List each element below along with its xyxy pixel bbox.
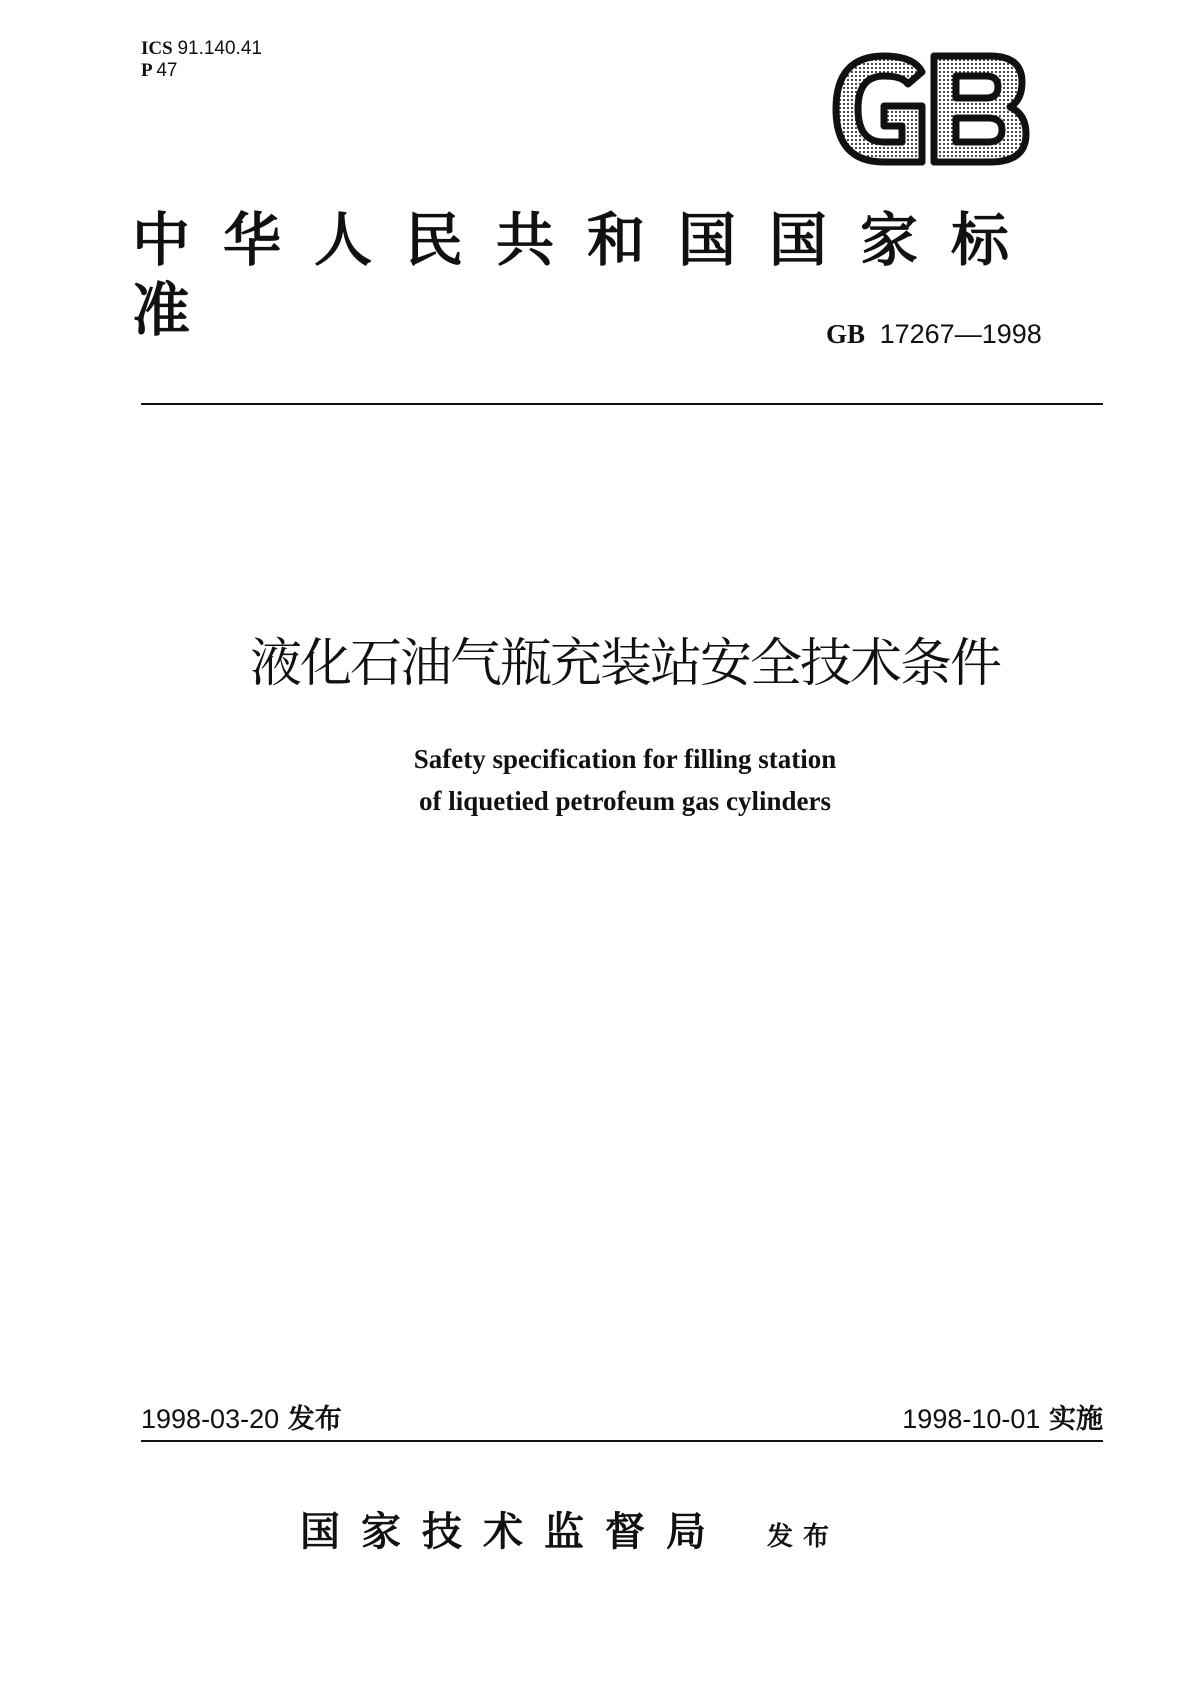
document-title-en-line-1: Safety specification for filling station bbox=[413, 744, 837, 774]
issuer-action: 发布 bbox=[767, 1522, 840, 1552]
bottom-divider bbox=[141, 1440, 1103, 1442]
standard-number bbox=[826, 318, 1042, 351]
gb-logo bbox=[822, 50, 1032, 168]
ics-code-line bbox=[141, 38, 262, 60]
standard-number-value: 17267—1998 bbox=[879, 319, 1042, 349]
issue-label: 发布 bbox=[287, 1404, 342, 1435]
ics-code: 91.140.41 bbox=[177, 38, 262, 59]
classification-label: P bbox=[141, 60, 152, 81]
effective-label: 实施 bbox=[1049, 1404, 1103, 1435]
effective-date: 1998-10-01 bbox=[902, 1404, 1041, 1434]
document-title-en-line-2: of liquetied petrofeum gas cylinders bbox=[419, 786, 831, 816]
issue-date-block bbox=[141, 1403, 342, 1436]
issuer-name: 国家技术监督局 bbox=[300, 1508, 727, 1555]
date-row bbox=[141, 1403, 1103, 1436]
standard-number-prefix: GB bbox=[826, 319, 866, 349]
top-divider bbox=[141, 403, 1103, 405]
ics-label: ICS bbox=[141, 38, 173, 59]
classification-code-line bbox=[141, 60, 177, 82]
effective-date-block bbox=[902, 1403, 1103, 1436]
national-standard-title-text: 中华人民共和国国家标准 bbox=[132, 206, 1043, 344]
issue-date: 1998-03-20 bbox=[141, 1404, 280, 1434]
issuer-line bbox=[300, 1500, 839, 1557]
document-title-zh: 液化石油气瓶充装站安全技术条件 bbox=[249, 634, 1000, 694]
classification-code: 47 bbox=[156, 60, 178, 81]
